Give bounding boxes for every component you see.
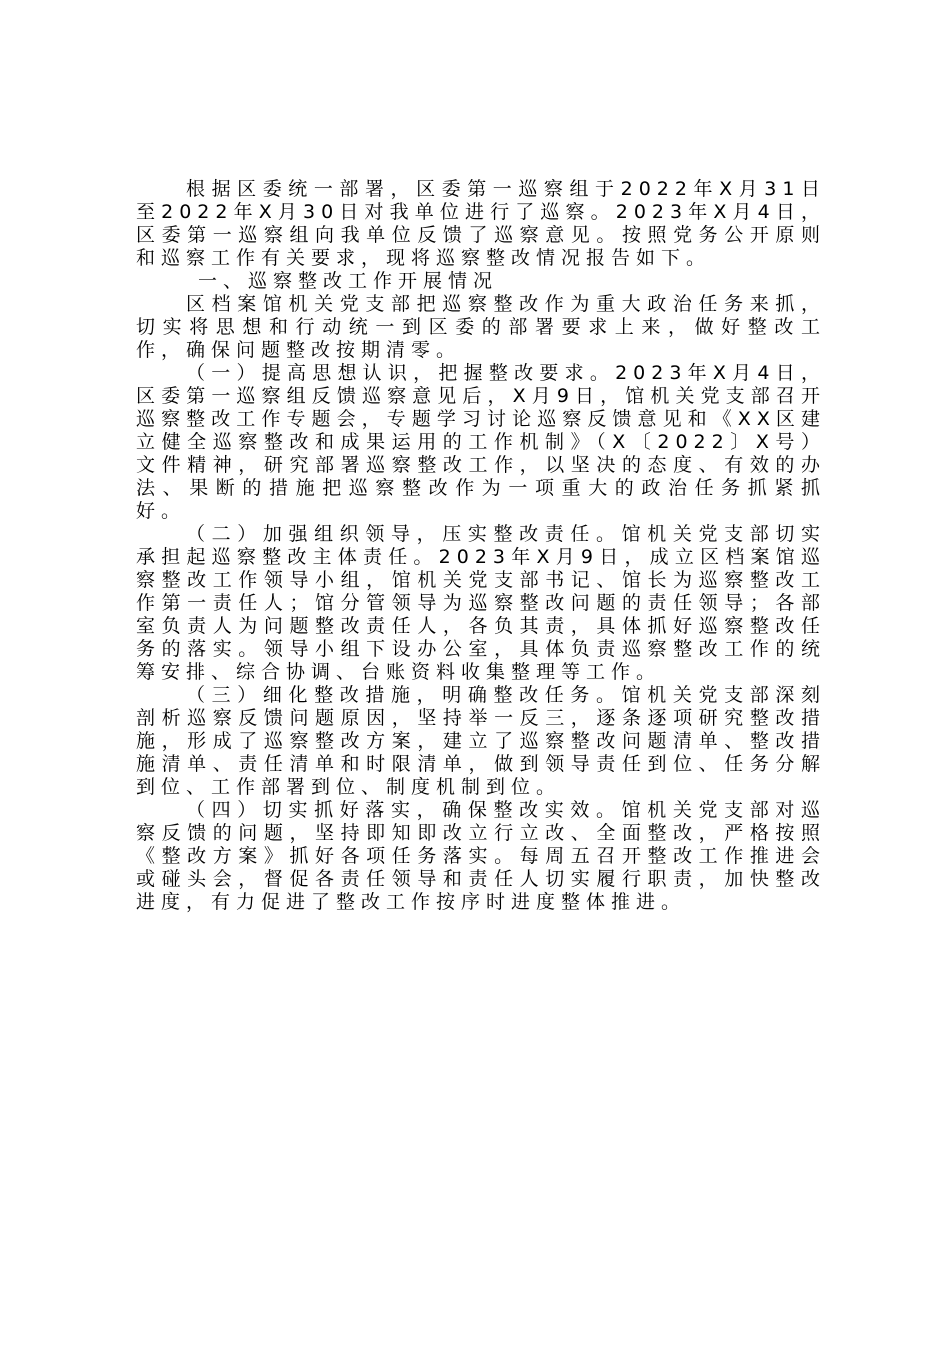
document-body [136, 178, 826, 914]
item-one-paragraph: （一）提高思想认识，把握整改要求。2023年X月4日，区委第一巡察组反馈巡察意见后，X月9日，馆机关党支部召开巡察整改工作专题会，专题学习讨论巡察反馈意见和《XX区建立健全巡察整改和成果运用的工作机制》（X〔2022〕X号）文件精神，研究部署巡察整改工作，以坚决的态度、有效的办法、果断的措施把巡察整改作为一项重大的政治任务抓紧抓好。 [136, 362, 826, 522]
item-three-paragraph: （三）细化整改措施，明确整改任务。馆机关党支部深刻剖析巡察反馈问题原因，坚持举一反三，逐条逐项研究整改措施，形成了巡察整改方案，建立了巡察整改问题清单、整改措施清单、责任清单和时限清单，做到领导责任到位、任务分解到位、工作部署到位、制度机制到位。 [136, 684, 826, 798]
intro-paragraph: 根据区委统一部署，区委第一巡察组于2022年X月31日至2022年X月30日对我单位进行了巡察。2023年X月4日，区委第一巡察组向我单位反馈了巡察意见。按照党务公开原则和巡察工作有关要求，现将巡察整改情况报告如下。 [136, 178, 826, 269]
item-two-paragraph: （二）加强组织领导，压实整改责任。馆机关党支部切实承担起巡察整改主体责任。2023年X月9日，成立区档案馆巡察整改工作领导小组，馆机关党支部书记、馆长为巡察整改工作第一责任人；馆分管领导为巡察整改问题的责任领导；各部室负责人为问题整改责任人，各负其责，具体抓好巡察整改任务的落实。领导小组下设办公室，具体负责巡察整改工作的统筹安排、综合协调、台账资料收集整理等工作。 [136, 523, 826, 683]
item-four-paragraph: （四）切实抓好落实，确保整改实效。馆机关党支部对巡察反馈的问题，坚持即知即改立行立改、全面整改，严格按照《整改方案》抓好各项任务落实。每周五召开整改工作推进会或碰头会，督促各责任领导和责任人切实履行职责，加快整改进度，有力促进了整改工作按序时进度整体推进。 [136, 799, 826, 913]
section-heading: 一、巡察整改工作开展情况 [198, 270, 499, 292]
overview-paragraph: 区档案馆机关党支部把巡察整改作为重大政治任务来抓，切实将思想和行动统一到区委的部署要求上来，做好整改工作，确保问题整改按期清零。 [136, 293, 826, 361]
